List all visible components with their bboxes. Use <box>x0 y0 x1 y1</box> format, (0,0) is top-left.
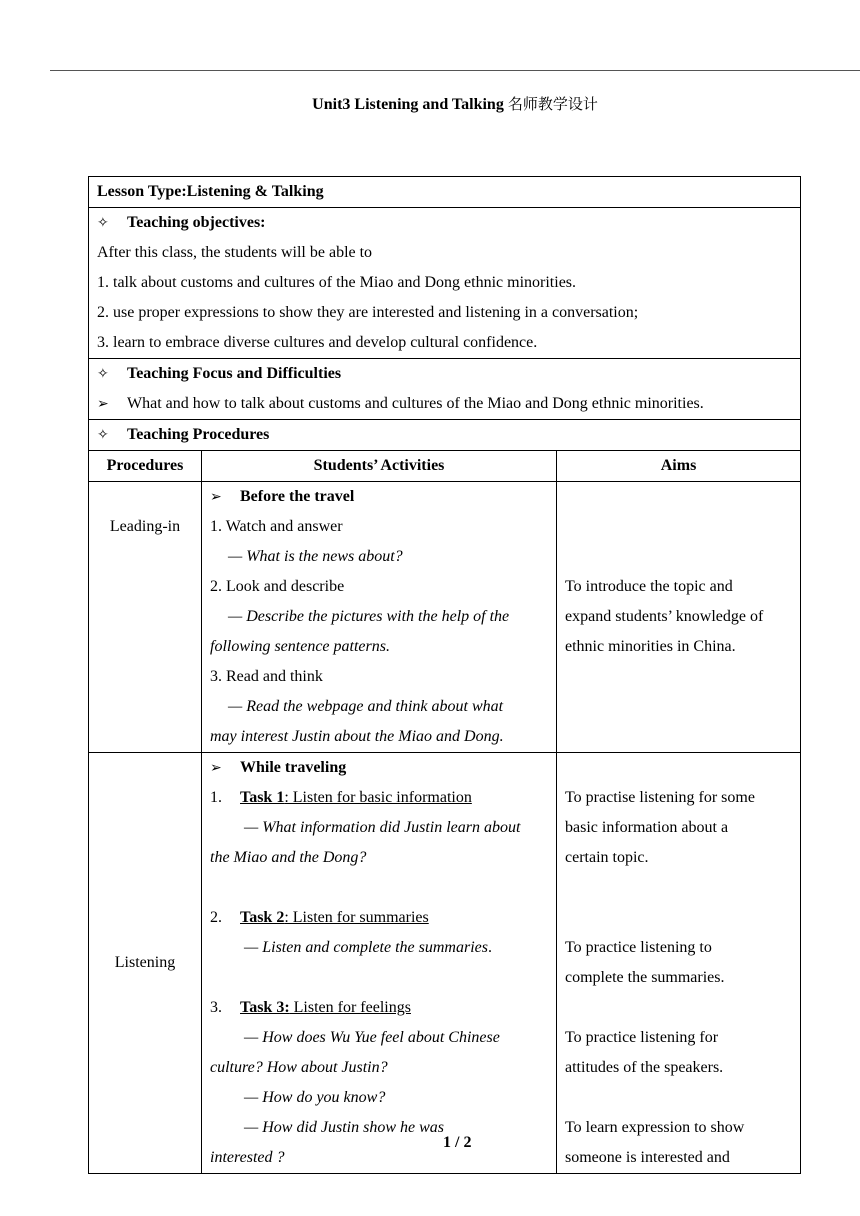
title-english: Unit3 Listening and Talking <box>312 96 504 113</box>
step-note: — Read the webpage and think about what <box>228 698 504 715</box>
task-question: — Listen and complete the summaries. <box>244 939 492 956</box>
task-question: culture? How about Justin? <box>210 1059 388 1076</box>
procedures-heading: ✧ Teaching Procedures <box>97 420 792 450</box>
objectives-intro: After this class, the students will be able to <box>97 244 373 261</box>
white-four-pointed-star-icon: ✧ <box>97 427 109 443</box>
white-four-pointed-star-icon: ✧ <box>97 215 109 231</box>
section-heading: ➢ While traveling <box>210 753 548 783</box>
aim-text: attitudes of the speakers. <box>565 1059 724 1076</box>
aim-text: To learn expression to show <box>565 1119 745 1136</box>
task-title: 2. Task 2: Listen for summaries <box>210 909 429 926</box>
procedure-label: Listening <box>114 954 176 971</box>
objectives-heading: ✧ Teaching objectives: <box>97 208 792 238</box>
aim-text: complete the summaries. <box>565 969 725 986</box>
task-question: — How do you know? <box>244 1089 386 1106</box>
leading-in-row <box>89 482 801 753</box>
aim-text: To introduce the topic and <box>565 578 733 595</box>
procedures-header-row <box>89 451 801 482</box>
aim-text: To practice listening for <box>565 1029 719 1046</box>
aim-text: certain topic. <box>565 849 649 866</box>
column-header: Students’ Activities <box>313 457 445 474</box>
document-title <box>0 93 860 114</box>
step-title: 3. Read and think <box>210 668 323 685</box>
procedure-label: Leading-in <box>109 518 181 535</box>
procedures-heading-row <box>89 420 801 451</box>
aim-text: expand students’ knowledge of <box>565 608 764 625</box>
title-chinese: 名师教学设计 <box>507 95 598 113</box>
listening-row <box>89 753 801 1174</box>
lesson-type-row <box>89 177 801 208</box>
step-title: 1. Watch and answer <box>210 518 343 535</box>
lesson-plan-table <box>88 176 801 1174</box>
arrowhead-icon: ➢ <box>210 489 222 505</box>
step-title: 2. Look and describe <box>210 578 345 595</box>
task-question: interested ? <box>210 1149 285 1166</box>
aim-text: ethnic minorities in China. <box>565 638 736 655</box>
column-header: Aims <box>660 457 697 474</box>
aim-text: To practise listening for some <box>565 789 755 806</box>
objective-item: 3. learn to embrace diverse cultures and develop cultural confidence. <box>97 334 538 351</box>
step-note: may interest Justin about the Miao and Dong. <box>210 728 504 745</box>
column-header: Procedures <box>106 457 184 474</box>
page-number: 1 / 2 <box>443 1134 472 1151</box>
focus-item: ➢ What and how to talk about customs and cultures of the Miao and Dong ethnic minorities. <box>97 389 792 419</box>
lesson-type: Lesson Type:Listening & Talking <box>97 183 324 200</box>
aim-text: someone is interested and <box>565 1149 730 1166</box>
task-question: — How did Justin show he was <box>244 1119 445 1136</box>
header-rule <box>50 70 860 71</box>
objective-item: 1. talk about customs and cultures of the Miao and Dong ethnic minorities. <box>97 274 577 291</box>
aim-text: basic information about a <box>565 819 729 836</box>
white-four-pointed-star-icon: ✧ <box>97 366 109 382</box>
step-note: — What is the news about? <box>228 548 403 565</box>
focus-heading: ✧ Teaching Focus and Difficulties <box>97 359 792 389</box>
focus-row <box>89 359 801 420</box>
task-question: — What information did Justin learn about <box>244 819 521 836</box>
aim-text: To practice listening to <box>565 939 712 956</box>
arrowhead-icon: ➢ <box>210 760 222 776</box>
arrowhead-icon: ➢ <box>97 396 109 412</box>
step-note: following sentence patterns. <box>210 638 390 655</box>
task-title: 3. Task 3: Listen for feelings <box>210 999 411 1016</box>
section-heading: ➢ Before the travel <box>210 482 548 512</box>
step-note: — Describe the pictures with the help of the <box>228 608 510 625</box>
task-question: the Miao and the Dong? <box>210 849 367 866</box>
objectives-row <box>89 208 801 359</box>
task-question: — How does Wu Yue feel about Chinese <box>244 1029 500 1046</box>
task-title: 1. Task 1: Listen for basic information <box>210 789 472 806</box>
objective-item: 2. use proper expressions to show they are interested and listening in a conversation; <box>97 304 639 321</box>
